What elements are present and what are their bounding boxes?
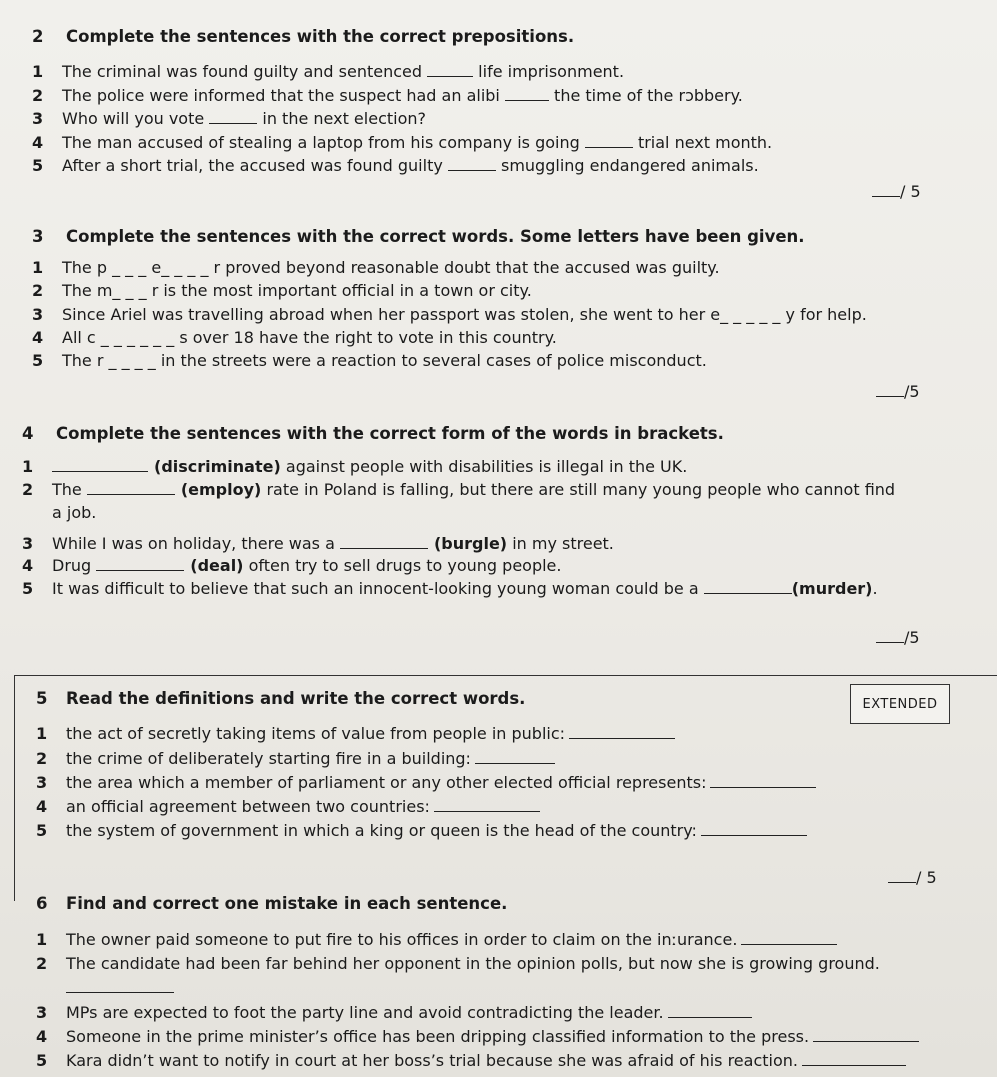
exercise-number: 2 <box>32 27 44 46</box>
score-blank[interactable] <box>872 182 900 197</box>
item-text-before: It was difficult to believe that such an innocent-looking young woman could be a <box>52 579 704 598</box>
exercise-number: 4 <box>22 424 34 443</box>
ex6-item-4 <box>36 1027 919 1046</box>
item-text-after: smuggling endangered animals. <box>495 156 759 175</box>
item-text-after: life imprisonment. <box>473 62 625 81</box>
item-number: 5 <box>22 579 34 598</box>
item-text-after: rate in Poland is falling, but there are still many young people who cannot find <box>261 480 896 499</box>
item-number: 3 <box>22 534 34 553</box>
answer-blank[interactable] <box>802 1051 906 1066</box>
ex2-item-2 <box>32 86 743 105</box>
item-text-before: While I was on holiday, there was a <box>52 534 340 553</box>
exercise-number: 5 <box>36 689 48 708</box>
ex4-item-3 <box>22 534 614 553</box>
item-text: the act of secretly taking items of value from people in public: <box>66 724 566 743</box>
item-number: 4 <box>32 133 44 152</box>
item-text: The p _ _ _ e_ _ _ _ r proved beyond reasonable doubt that the accused was guilty. <box>62 258 720 277</box>
item-number: 1 <box>32 258 44 277</box>
exercise-number: 6 <box>36 894 48 913</box>
answer-blank[interactable] <box>340 534 428 549</box>
answer-blank[interactable] <box>209 109 257 124</box>
score-blank[interactable] <box>876 628 904 643</box>
item-text-after: trial next month. <box>632 133 773 152</box>
answer-blank[interactable] <box>701 821 807 836</box>
answer-blank[interactable] <box>704 579 792 594</box>
score-blank[interactable] <box>876 382 904 397</box>
ex4-item-1 <box>22 457 687 476</box>
item-number: 1 <box>22 457 34 476</box>
bracket-word: (employ) <box>180 480 262 499</box>
ex4-item-2-continuation: a job. <box>52 503 97 522</box>
item-number: 5 <box>36 821 48 840</box>
item-text: Since Ariel was travelling abroad when her passport was stolen, she went to her e_ _ _ _ _ y for help. <box>62 305 867 324</box>
item-number: 3 <box>32 109 44 128</box>
ex2-item-3 <box>32 109 426 128</box>
ex6-item-3 <box>36 1003 752 1022</box>
ex5-item-2 <box>36 749 555 768</box>
answer-blank[interactable] <box>710 773 816 788</box>
ex5-item-5 <box>36 821 807 840</box>
ex2-score <box>872 182 921 201</box>
exercise-title: Read the definitions and write the correct words. <box>66 689 526 708</box>
item-text-before: After a short trial, the accused was found guilty <box>62 156 448 175</box>
exercise-2-heading <box>32 27 574 46</box>
exercise-title: Complete the sentences with the correct form of the words in brackets. <box>56 424 724 443</box>
item-number: 5 <box>32 156 44 175</box>
item-text: The m_ _ _ r is the most important official in a town or city. <box>62 281 532 300</box>
ex4-score <box>876 628 920 647</box>
item-text: the crime of deliberately starting fire in a building: <box>66 749 471 768</box>
bracket-word: (deal) <box>190 556 244 575</box>
item-text-after: in my street. <box>507 534 614 553</box>
ex5-item-1 <box>36 724 675 743</box>
score-total: / 5 <box>900 182 921 201</box>
exercise-4-heading <box>22 424 724 443</box>
ex4-item-4 <box>22 556 561 575</box>
ex3-item-4 <box>32 328 557 347</box>
answer-blank[interactable] <box>448 156 496 171</box>
answer-blank[interactable] <box>668 1003 752 1018</box>
ex2-item-4 <box>32 133 772 152</box>
item-number: 4 <box>22 556 34 575</box>
item-text-after: the time of the rɔbbery. <box>548 86 743 105</box>
item-text-before: Who will you vote <box>62 109 210 128</box>
ex3-item-1 <box>32 258 720 277</box>
answer-blank[interactable] <box>52 457 148 472</box>
item-number: 4 <box>36 1027 48 1046</box>
item-text-before: The <box>52 480 87 499</box>
ex6-item-2-answer-line <box>66 978 174 997</box>
bracket-word: (discriminate) <box>154 457 281 476</box>
answer-blank[interactable] <box>569 724 675 739</box>
item-number: 4 <box>32 328 44 347</box>
item-number: 5 <box>36 1051 48 1070</box>
answer-blank[interactable] <box>427 62 473 77</box>
item-number: 1 <box>36 724 48 743</box>
ex5-item-3 <box>36 773 816 792</box>
exercise-title: Find and correct one mistake in each sentence. <box>66 894 508 913</box>
ex6-item-1 <box>36 930 837 949</box>
item-text-after: . <box>872 579 878 598</box>
item-text-before: The criminal was found guilty and sentenced <box>62 62 428 81</box>
exercise-5-heading <box>36 689 525 708</box>
item-number: 1 <box>32 62 44 81</box>
bracket-word: (burgle) <box>433 534 508 553</box>
exercise-6-heading <box>36 894 507 913</box>
ex2-item-5 <box>32 156 759 175</box>
item-number: 3 <box>36 773 48 792</box>
item-number: 3 <box>32 305 44 324</box>
item-number: 4 <box>36 797 48 816</box>
item-number: 2 <box>32 281 44 300</box>
exercise-title: Complete the sentences with the correct prepositions. <box>66 27 575 46</box>
ex5-item-4 <box>36 797 540 816</box>
answer-blank[interactable] <box>66 978 174 993</box>
item-number: 2 <box>36 749 48 768</box>
item-text: the system of government in which a king or queen is the head of the country: <box>66 821 697 840</box>
item-number: 5 <box>32 351 44 370</box>
item-text-after: against people with disabilities is illegal in the UK. <box>280 457 688 476</box>
item-text: The r _ _ _ _ in the streets were a reaction to several cases of police misconduct. <box>62 351 707 370</box>
ex3-item-3 <box>32 305 867 324</box>
item-text: Kara didn’t want to notify in court at her boss’s trial because she was afraid of his reaction. <box>66 1051 798 1070</box>
ex6-item-5 <box>36 1051 906 1070</box>
item-text: the area which a member of parliament or any other elected official represents: <box>66 773 707 792</box>
score-total: /5 <box>904 628 920 647</box>
score-total: /5 <box>904 382 920 401</box>
item-text: The candidate had been far behind her opponent in the opinion polls, but now she is growing ground. <box>66 954 880 973</box>
answer-blank[interactable] <box>585 133 633 148</box>
item-text-before: The police were informed that the suspect had an alibi <box>62 86 505 105</box>
score-total: / 5 <box>916 868 937 887</box>
ex4-item-5 <box>22 579 878 598</box>
exercise-title: Complete the sentences with the correct words. Some letters have been given. <box>66 227 805 246</box>
answer-blank[interactable] <box>813 1027 919 1042</box>
item-text-before: The man accused of stealing a laptop from his company is going <box>62 133 585 152</box>
score-blank[interactable] <box>888 868 916 883</box>
item-text-after: often try to sell drugs to young people. <box>243 556 562 575</box>
item-number: 2 <box>36 954 48 973</box>
ex5-score <box>888 868 937 887</box>
ex3-score <box>876 382 920 401</box>
item-number: 2 <box>32 86 44 105</box>
item-text: MPs are expected to foot the party line and avoid contradicting the leader. <box>66 1003 664 1022</box>
answer-blank[interactable] <box>505 86 549 101</box>
item-text: The owner paid someone to put fire to his offices in order to claim on the inːurance. <box>66 930 738 949</box>
extended-badge: EXTENDED <box>850 684 950 724</box>
exercise-number: 3 <box>32 227 44 246</box>
item-number: 3 <box>36 1003 48 1022</box>
exercise-3-heading <box>32 227 805 246</box>
item-text: Someone in the prime minister’s office has been dripping classified information to the press. <box>66 1027 810 1046</box>
item-text: an official agreement between two countries: <box>66 797 430 816</box>
ex3-item-2 <box>32 281 532 300</box>
item-text-after: in the next election? <box>257 109 426 128</box>
bracket-word: (murder) <box>791 579 873 598</box>
ex4-item-2 <box>22 480 895 499</box>
item-number: 2 <box>22 480 34 499</box>
item-text-before: Drug <box>52 556 97 575</box>
ex3-item-5 <box>32 351 707 370</box>
ex6-item-2 <box>36 954 880 973</box>
item-number: 1 <box>36 930 48 949</box>
item-text: All c _ _ _ _ _ _ s over 18 have the right to vote in this country. <box>62 328 557 347</box>
ex2-item-1 <box>32 62 624 81</box>
answer-blank[interactable] <box>741 930 837 945</box>
answer-blank[interactable] <box>434 797 540 812</box>
answer-blank[interactable] <box>475 749 555 764</box>
answer-blank[interactable] <box>87 480 175 495</box>
answer-blank[interactable] <box>96 556 184 571</box>
